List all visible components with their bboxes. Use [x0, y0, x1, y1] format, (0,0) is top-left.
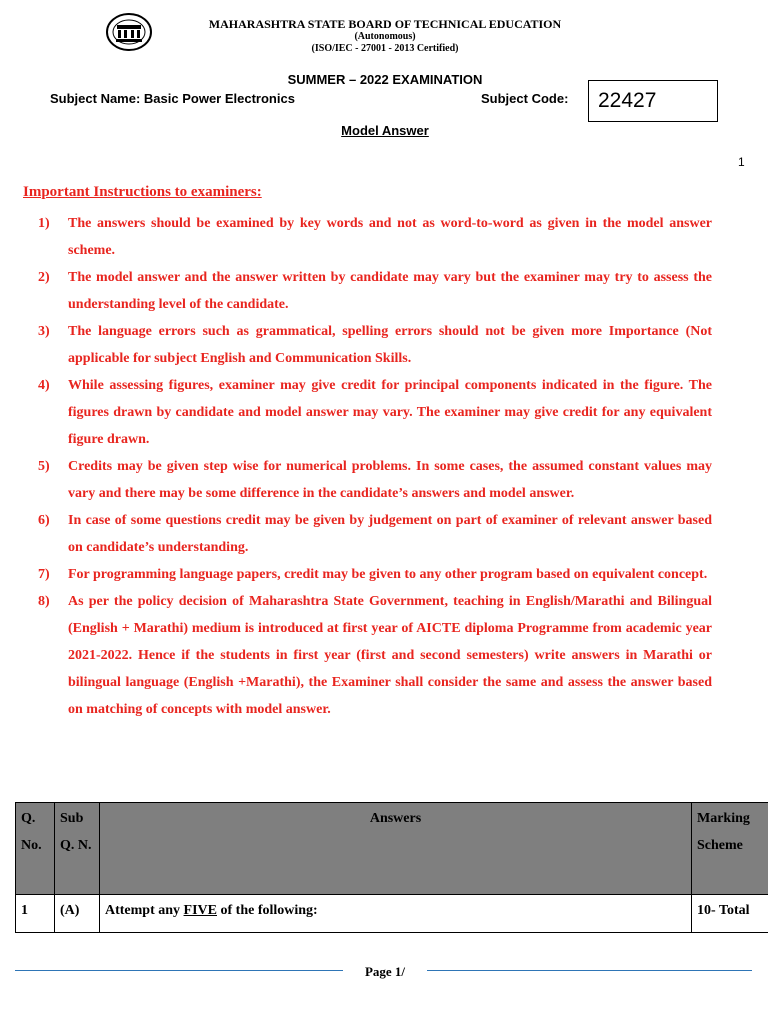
answer-table: [15, 802, 768, 933]
page-number: 1: [738, 155, 745, 169]
subject-code-label: Subject Code:: [481, 91, 569, 106]
instruction-text: The answers should be examined by key words and not as word-to-word as given in the model answer scheme.: [68, 216, 712, 258]
header-marking-scheme: Marking Scheme: [692, 803, 768, 895]
footer-line-left: [15, 970, 343, 971]
instruction-text: In case of some questions credit may be given by judgement on part of examiner of relevant answer based on candidate’s understanding.: [68, 513, 712, 555]
board-name: MAHARASHTRA STATE BOARD OF TECHNICAL EDUCATION: [208, 17, 562, 31]
instruction-text: Credits may be given step wise for numerical problems. In some cases, the assumed constant values may vary and there may be some difference in the candidate’s answers and model answer.: [68, 459, 712, 501]
instruction-text: For programming language papers, credit may be given to any other program based on equivalent concept.: [68, 567, 708, 582]
cell-q-no: 1: [16, 895, 55, 933]
answer-text-pre: Attempt any: [105, 903, 184, 918]
autonomous-label: (Autonomous): [354, 31, 416, 42]
header-answers: Answers: [100, 803, 692, 895]
instruction-number: 5): [38, 459, 50, 474]
instruction-number: 8): [38, 594, 50, 609]
instruction-item: [38, 561, 712, 588]
exam-title: SUMMER – 2022 EXAMINATION: [287, 72, 483, 87]
instruction-item: [38, 372, 712, 453]
table-row: [16, 895, 768, 933]
msbte-logo: [104, 12, 154, 52]
instruction-number: 4): [38, 378, 50, 393]
instruction-item: [38, 264, 712, 318]
instructions-heading: Important Instructions to examiners:: [23, 184, 262, 200]
instruction-number: 6): [38, 513, 50, 528]
instruction-item: [38, 210, 712, 264]
instruction-number: 7): [38, 567, 50, 582]
instruction-item: [38, 318, 712, 372]
instruction-text: As per the policy decision of Maharashtra State Government, teaching in English/Marathi and Bilingual (English + Marathi) medium is introduced at first year of AICTE diploma Programme from academic year 2021-2022. Hence if the students in first year (first and second semesters) write answers in Marathi or bilingual language (English +Marathi), the Examiner shall consider the same and assess the answer based on matching of concepts with model answer.: [68, 594, 712, 717]
instruction-text: The language errors such as grammatical, spelling errors should not be given more Importance (Not applicable for subject English and Communication Skills.: [68, 324, 712, 366]
cell-sub-q: (A): [55, 895, 100, 933]
answer-text-post: of the following:: [217, 903, 318, 918]
table-header-row: [16, 803, 768, 895]
instruction-text: While assessing figures, examiner may give credit for principal components indicated in the figure. The figures drawn by candidate and model answer may vary. The examiner may give credit for any equivalent figure drawn.: [68, 378, 712, 447]
header-q-no: Q. No.: [16, 803, 55, 895]
header-sub-q: Sub Q. N.: [55, 803, 100, 895]
cell-marks: 10- Total: [692, 895, 768, 933]
instruction-text: The model answer and the answer written by candidate may vary but the examiner may try to assess the understanding level of the candidate.: [68, 270, 712, 312]
instruction-item: [38, 453, 712, 507]
model-answer-title: Model Answer: [341, 123, 429, 138]
instruction-number: 3): [38, 324, 50, 339]
certification-label: (ISO/IEC - 27001 - 2013 Certified): [311, 43, 459, 54]
footer-page: Page 1/: [364, 964, 406, 979]
instruction-number: 1): [38, 216, 50, 231]
answer-text-emph: FIVE: [183, 903, 217, 918]
instruction-item: [38, 507, 712, 561]
instruction-number: 2): [38, 270, 50, 285]
subject-name: Subject Name: Basic Power Electronics: [50, 91, 295, 106]
instructions-list: [38, 210, 712, 723]
cell-answer: [100, 895, 692, 933]
footer-line-right: [427, 970, 752, 971]
subject-code: 22427: [598, 89, 657, 112]
instruction-item: [38, 588, 712, 723]
